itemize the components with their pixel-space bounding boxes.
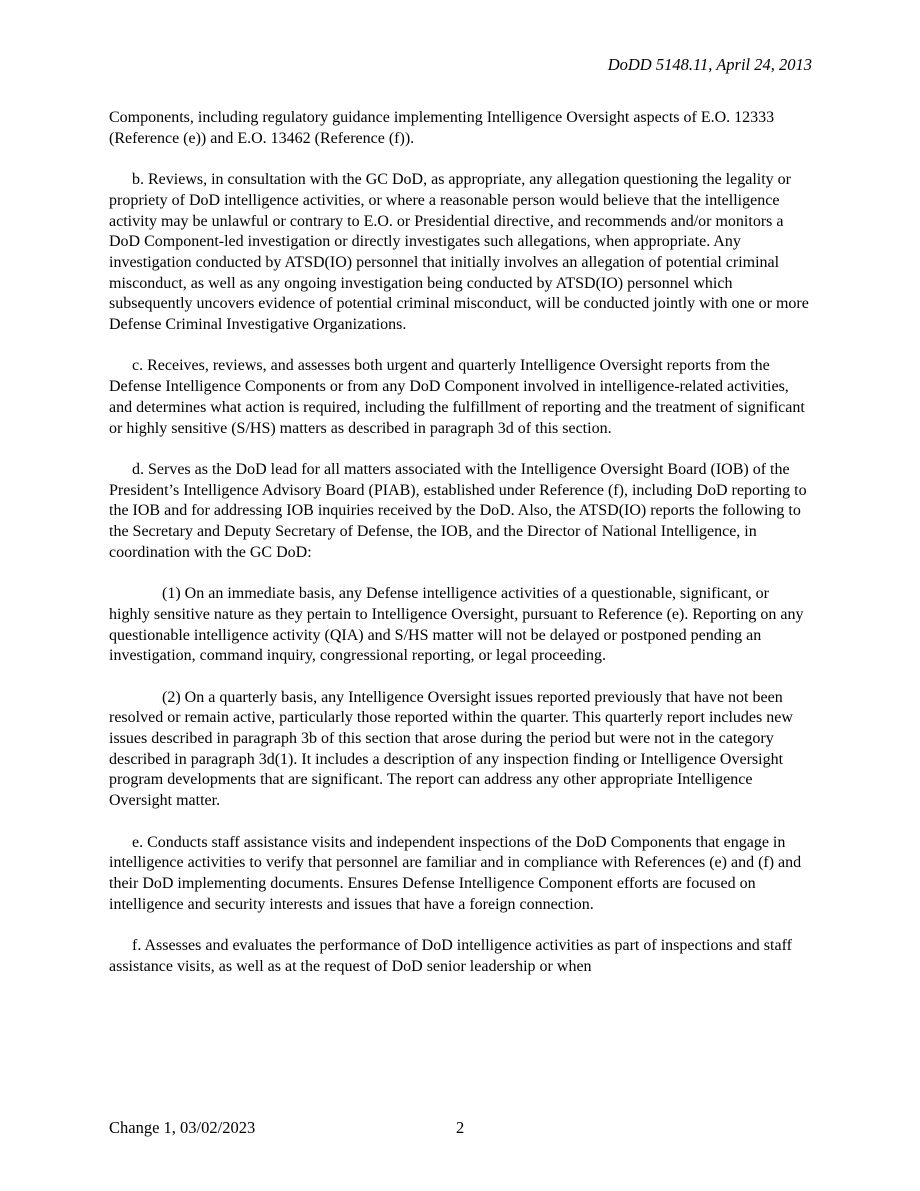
paragraph-d-2: (2) On a quarterly basis, any Intelligence Oversight issues reported previously that have not been resolved or remain active, particularly those reported within the quarter. This quarterly report includes new issues described in paragraph 3b of this section that arose during the period but were not in the category described in paragraph 3d(1). It includes a description of any inspection finding or Intelligence Oversight program developments that are significant. The report can address any other appropriate Intelligence Oversight matter.	[109, 688, 793, 810]
paragraph-b: b. Reviews, in consultation with the GC DoD, as appropriate, any allegation questioning the legality or propriety of DoD intelligence activities, or where a reasonable person would believe that the intelligence activity may be unlawful or contrary to E.O. or Presidential directive, and recommends and/or monitors a DoD Component-led investigation or directly investigates such allegations, when appropriate. Any investigation conducted by ATSD(IO) personnel that initially involves an allegation of potential criminal misconduct, as well as any ongoing investigation being conducted by ATSD(IO) personnel which subsequently uncovers evidence of potential criminal misconduct, will be conducted jointly with one or more Defense Criminal Investigative Organizations.	[109, 171, 809, 334]
change-notice: Change 1, 03/02/2023	[109, 1118, 256, 1137]
document-body	[109, 108, 813, 998]
page-number: 2	[456, 1118, 465, 1137]
paragraph-d-1: (1) On an immediate basis, any Defense intelligence activities of a questionable, significant, or highly sensitive nature as they pertain to Intelligence Oversight, pursuant to Reference (e). Reporting on any questionable intelligence activity (QIA) and S/HS matter will not be delayed or postponed pending an investigation, command inquiry, congressional reporting, or legal proceeding.	[109, 585, 804, 665]
paragraph-c: c. Receives, reviews, and assesses both urgent and quarterly Intelligence Oversight reports from the Defense Intelligence Components or from any DoD Component involved in intelligence-related activities, and determines what action is required, including the fulfillment of reporting and the treatment of significant or highly sensitive (S/HS) matters as described in paragraph 3d of this section.	[109, 357, 805, 437]
document-header: DoDD 5148.11, April 24, 2013	[607, 55, 812, 74]
paragraph-f: f. Assesses and evaluates the performance of DoD intelligence activities as part of inspections and staff assistance visits, as well as at the request of DoD senior leadership or when	[109, 937, 792, 975]
paragraph-e: e. Conducts staff assistance visits and independent inspections of the DoD Components that engage in intelligence activities to verify that personnel are familiar and in compliance with References (e) and (f) and their DoD implementing documents. Ensures Defense Intelligence Component efforts are focused on intelligence and security interests and issues that have a foreign connection.	[109, 833, 802, 913]
paragraph-continuation: Components, including regulatory guidance implementing Intelligence Oversight aspects of E.O. 12333 (Reference (e)) and E.O. 13462 (Reference (f)).	[109, 109, 775, 147]
paragraph-d: d. Serves as the DoD lead for all matters associated with the Intelligence Oversight Board (IOB) of the President’s Intelligence Advisory Board (PIAB), established under Reference (f), including DoD reporting to the IOB and for addressing IOB inquiries received by the DoD. Also, the ATSD(IO) reports the following to the Secretary and Deputy Secretary of Defense, the IOB, and the Director of National Intelligence, in coordination with the GC DoD:	[109, 460, 807, 561]
